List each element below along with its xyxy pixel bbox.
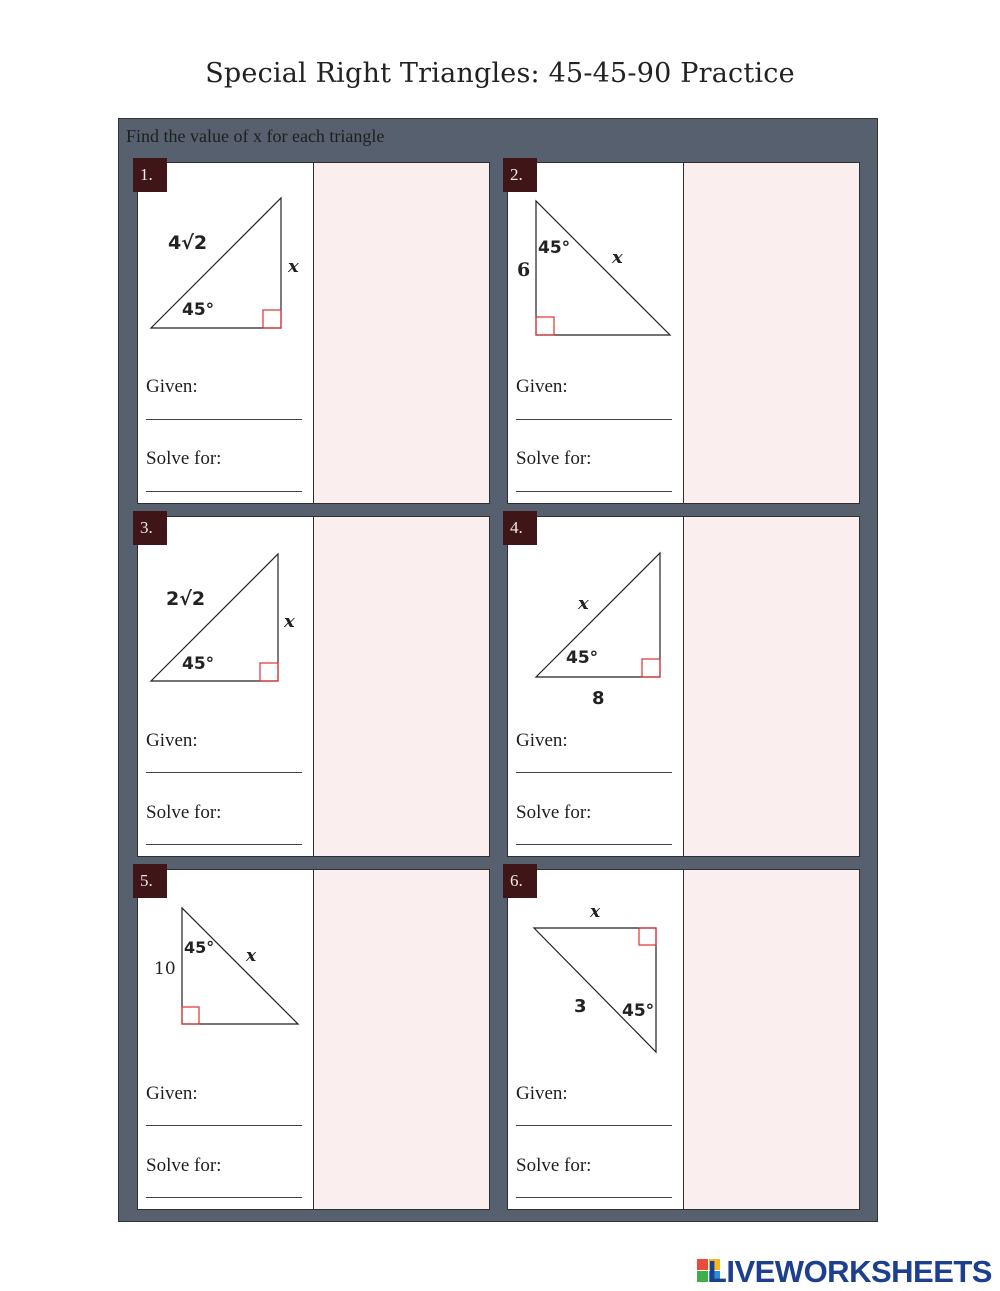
problem-card-2 [507,162,860,504]
answer-area[interactable] [684,163,859,503]
given-label: Given: [146,730,198,751]
problem-work-panel [508,517,684,856]
problem-card-5 [137,869,490,1210]
right-angle-mark [536,317,554,335]
answer-area[interactable] [314,870,489,1209]
problem-card-4 [507,516,860,857]
side-label: x [288,256,299,277]
given-label: Given: [516,376,568,397]
problem-card-6 [507,869,860,1210]
angle-label: 45° [538,238,571,258]
answer-area[interactable] [314,517,489,856]
given-label: Given: [146,1083,198,1104]
triangle-diagram [138,870,313,1070]
brand-logo-text[interactable]: LIVEWORKSHEETS [707,1254,992,1289]
problem-number-badge: 1. [133,158,167,192]
side-label: 10 [154,959,176,979]
angle-label: 45° [622,1001,655,1021]
solve-for-label: Solve for: [516,448,592,469]
solve-for-label: Solve for: [516,802,592,823]
problem-work-panel [508,163,684,503]
triangle-diagram [138,163,313,363]
solve-for-answer-line[interactable] [146,491,302,492]
angle-label: 45° [182,300,215,320]
given-answer-line[interactable] [516,772,672,773]
given-answer-line[interactable] [516,419,672,420]
right-angle-mark [182,1007,199,1024]
hypotenuse-label: 2√2 [166,588,206,610]
side-label: x [284,611,295,632]
problem-work-panel [138,870,314,1209]
solve-for-label: Solve for: [146,448,222,469]
solve-for-label: Solve for: [146,802,222,823]
triangle-diagram [508,870,683,1070]
problem-number-badge: 3. [133,511,167,545]
solve-for-label: Solve for: [146,1155,222,1176]
hypotenuse-label: 4√2 [168,232,208,254]
problem-card-1 [137,162,490,504]
problem-number-badge: 4. [503,511,537,545]
side-label: 8 [592,688,605,709]
triangle-diagram [508,163,683,363]
problem-card-3 [137,516,490,857]
problem-work-panel [138,163,314,503]
given-answer-line[interactable] [146,772,302,773]
given-label: Given: [516,1083,568,1104]
triangle-diagram [508,517,683,717]
right-angle-mark [260,663,278,681]
problem-work-panel [508,870,684,1209]
solve-for-answer-line[interactable] [146,844,302,845]
instructions: Find the value of x for each triangle [126,126,385,146]
given-answer-line[interactable] [146,1125,302,1126]
answer-area[interactable] [314,163,489,503]
angle-label: 45° [184,938,215,957]
problem-number-badge: 6. [503,864,537,898]
right-angle-mark [639,928,656,945]
hypotenuse-label: x [246,946,257,966]
angle-label: 45° [182,654,215,674]
angle-label: 45° [566,648,599,668]
given-label: Given: [516,730,568,751]
answer-area[interactable] [684,870,859,1209]
given-answer-line[interactable] [516,1125,672,1126]
page-title: Special Right Triangles: 45-45-90 Practice [205,58,795,89]
given-answer-line[interactable] [146,419,302,420]
problem-work-panel [138,517,314,856]
given-label: Given: [146,376,198,397]
solve-for-answer-line[interactable] [146,1197,302,1198]
solve-for-answer-line[interactable] [516,491,672,492]
right-angle-mark [642,659,660,677]
problem-number-badge: 5. [133,864,167,898]
hypotenuse-label: x [578,593,589,614]
solve-for-answer-line[interactable] [516,1197,672,1198]
solve-for-answer-line[interactable] [516,844,672,845]
hypotenuse-label: 3 [574,996,587,1017]
hypotenuse-label: x [612,247,623,268]
triangle-diagram [138,517,313,717]
side-label: 6 [517,259,531,281]
right-angle-mark [263,310,281,328]
answer-area[interactable] [684,517,859,856]
side-label: x [590,902,601,922]
solve-for-label: Solve for: [516,1155,592,1176]
problem-number-badge: 2. [503,158,537,192]
